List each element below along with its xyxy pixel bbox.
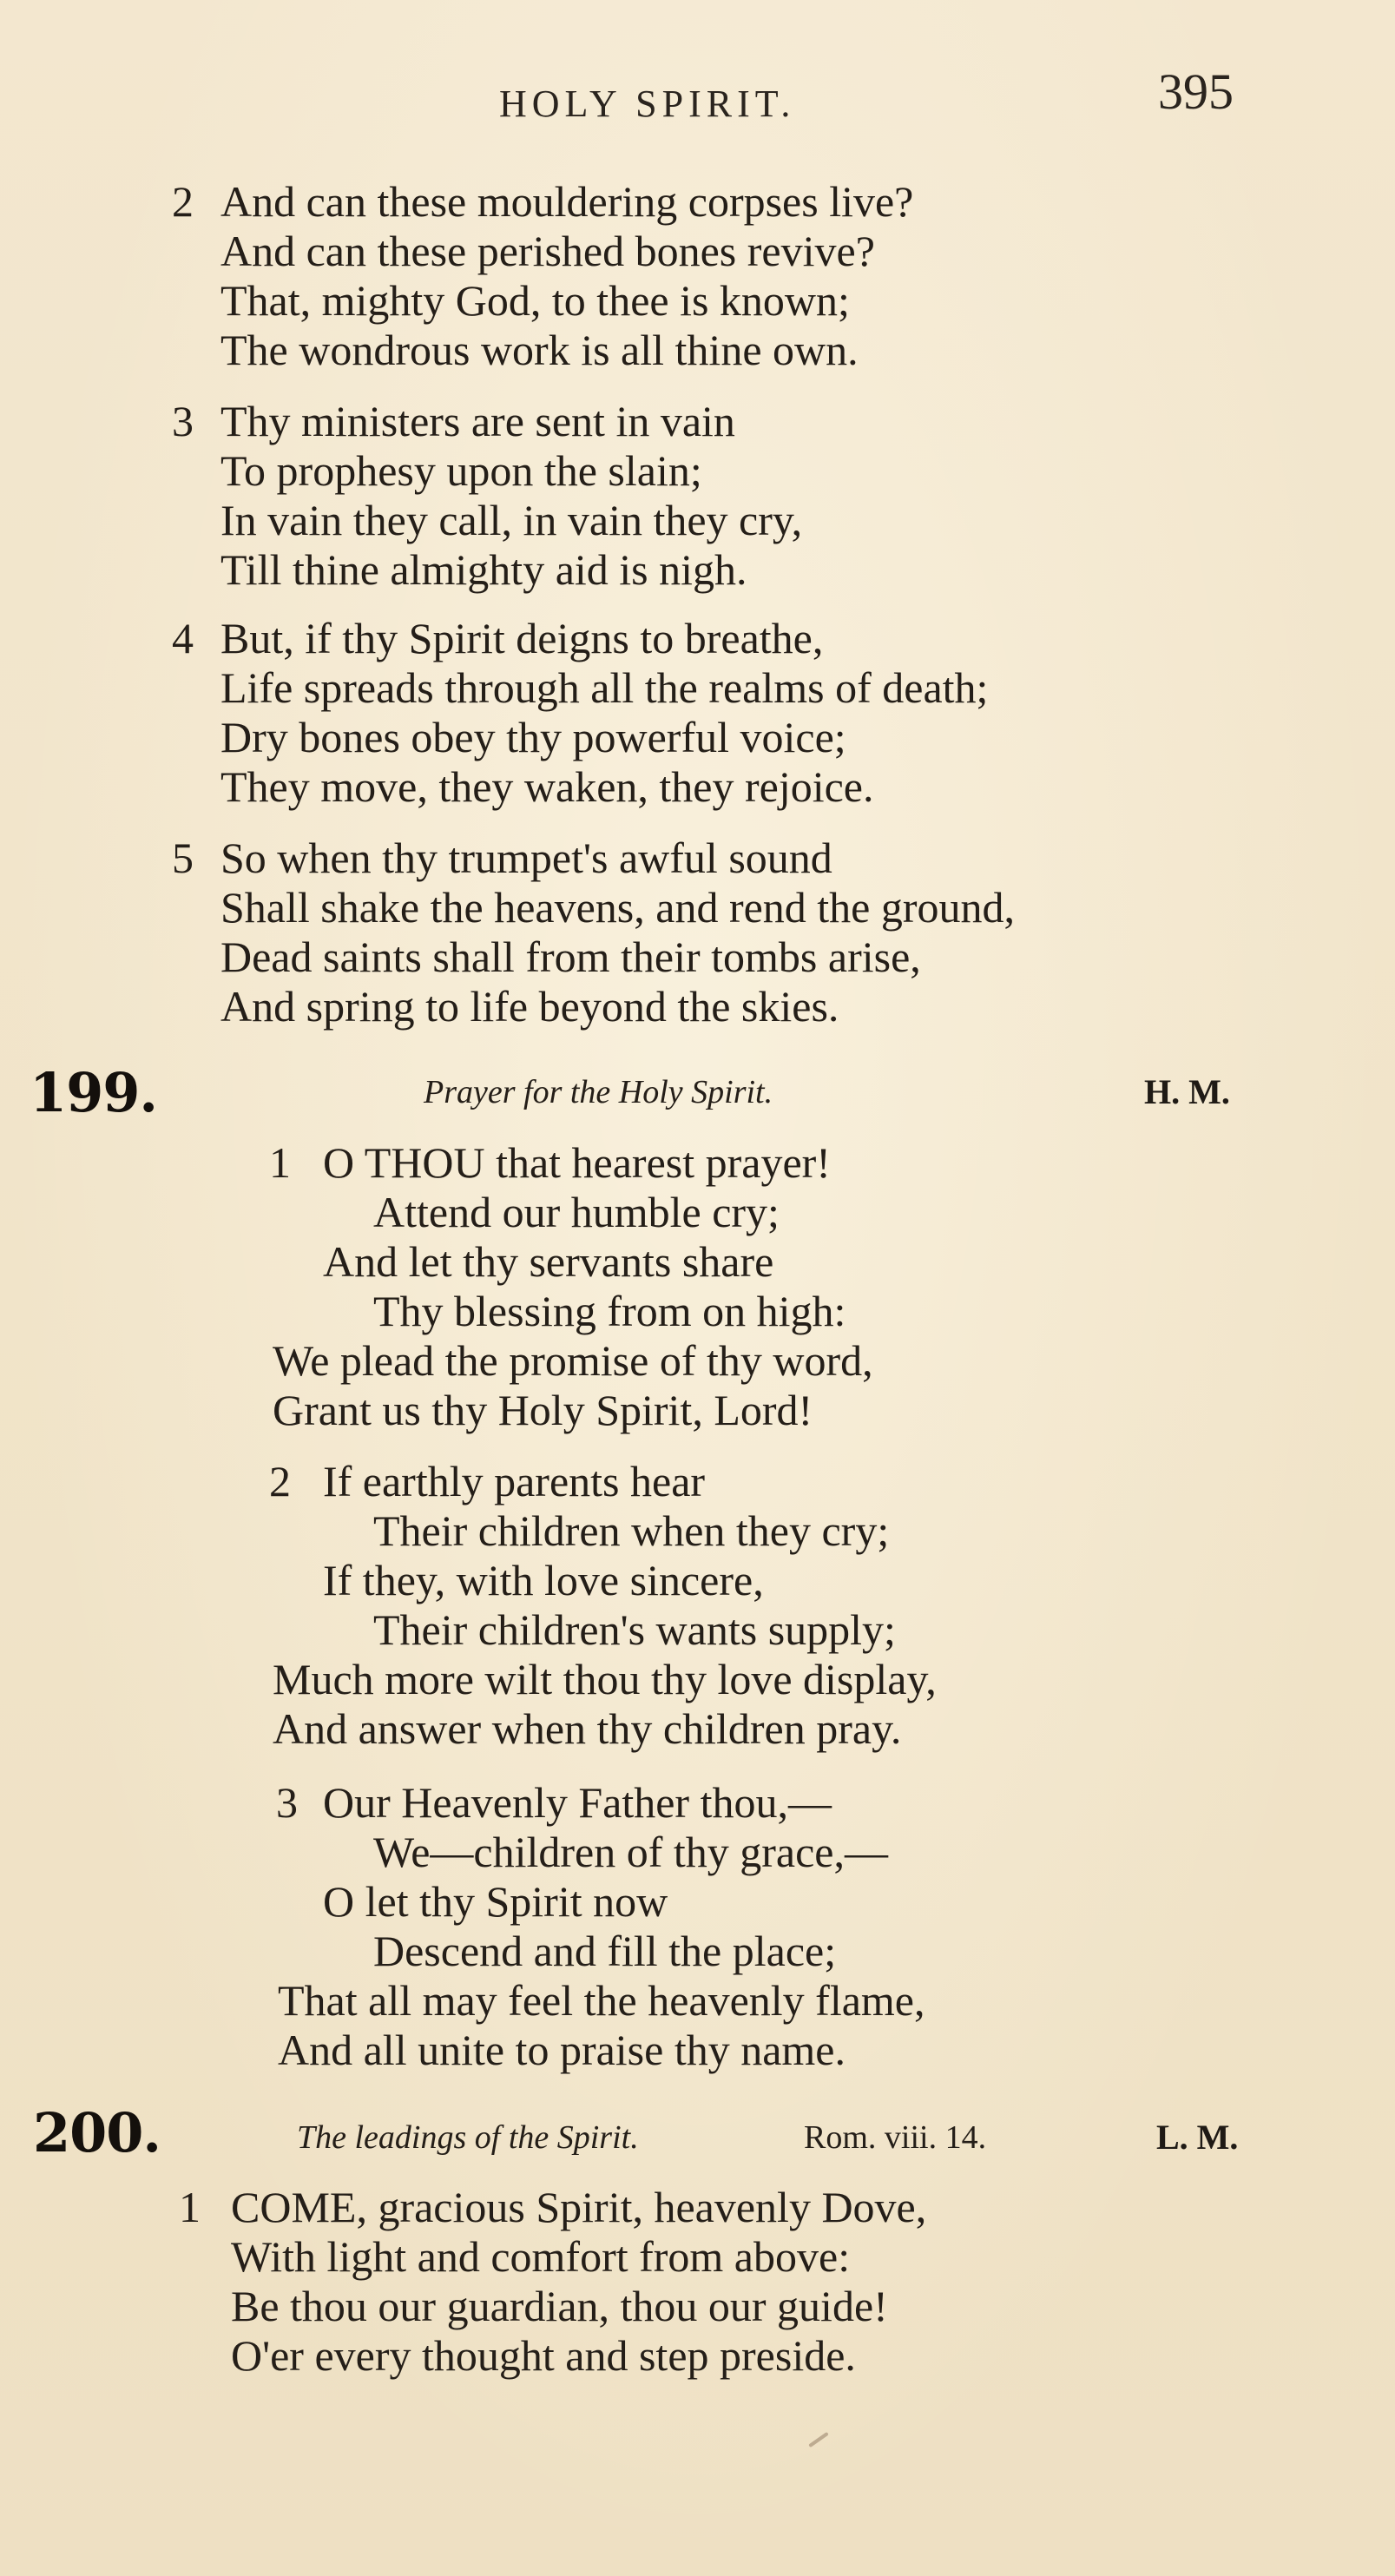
hymn-line: If earthly parents hear xyxy=(323,1457,706,1505)
verse-number: 4 xyxy=(172,614,194,662)
hymn-line: Life spreads through all the realms of death; xyxy=(220,663,989,712)
verse-number: 2 xyxy=(172,177,194,226)
hymn-title: Prayer for the Holy Spirit. xyxy=(424,1074,773,1110)
hymn-line: That all may feel the heavenly flame, xyxy=(278,1976,925,2025)
ink-smudge xyxy=(808,2432,829,2448)
hymn-line: Thy blessing from on high: xyxy=(373,1287,846,1335)
hymn-line: We—children of thy grace,— xyxy=(373,1828,888,1876)
hymn-line: That, mighty God, to thee is known; xyxy=(220,276,850,325)
hymn-line: O let thy Spirit now xyxy=(323,1877,668,1926)
hymn-line: Attend our humble cry; xyxy=(373,1188,780,1236)
hymn-line: And spring to life beyond the skies. xyxy=(220,982,839,1031)
page-number: 395 xyxy=(1158,63,1234,120)
hymn-meter: H. M. xyxy=(1144,1072,1230,1111)
hymn-line: And can these mouldering corpses live? xyxy=(220,177,914,226)
hymn-line: Much more wilt thou thy love display, xyxy=(273,1655,937,1703)
hymn-line: And all unite to praise thy name. xyxy=(278,2026,846,2074)
hymn-line: O'er every thought and step preside. xyxy=(231,2331,856,2380)
verse-number: 2 xyxy=(269,1457,291,1505)
hymn-line: Grant us thy Holy Spirit, Lord! xyxy=(273,1386,813,1434)
hymn-line: Dry bones obey thy powerful voice; xyxy=(220,713,846,761)
hymn-line: And can these perished bones revive? xyxy=(220,227,875,275)
verse-number: 3 xyxy=(276,1778,298,1827)
hymn-line: Descend and fill the place; xyxy=(373,1927,837,1975)
running-head: HOLY SPIRIT. xyxy=(499,82,796,125)
verse-number: 5 xyxy=(172,833,194,882)
hymn-line: Dead saints shall from their tombs arise, xyxy=(220,932,921,981)
hymn-line: And let thy servants share xyxy=(323,1237,774,1286)
hymn-line: Thy ministers are sent in vain xyxy=(220,397,735,445)
hymn-line: Their children's wants supply; xyxy=(373,1605,896,1654)
hymn-line: O THOU that hearest prayer! xyxy=(323,1138,831,1187)
scripture-reference: Rom. viii. 14. xyxy=(804,2119,987,2156)
hymn-number: 199. xyxy=(30,1061,158,1124)
hymn-line: With light and comfort from above: xyxy=(231,2232,851,2281)
hymn-line: And answer when thy children pray. xyxy=(273,1704,902,1753)
verse-number: 1 xyxy=(269,1138,291,1187)
hymn-line: COME, gracious Spirit, heavenly Dove, xyxy=(231,2183,927,2231)
hymn-line: So when thy trumpet's awful sound xyxy=(220,833,832,882)
hymn-meter: L. M. xyxy=(1156,2118,1239,2157)
hymn-line: If they, with love sincere, xyxy=(323,1556,764,1604)
hymn-line: To prophesy upon the slain; xyxy=(220,446,702,495)
hymn-line: Till thine almighty aid is nigh. xyxy=(220,545,747,594)
hymn-line: Be thou our guardian, thou our guide! xyxy=(231,2282,888,2330)
hymn-line: In vain they call, in vain they cry, xyxy=(220,496,803,544)
hymn-line: But, if thy Spirit deigns to breathe, xyxy=(220,614,824,662)
hymn-line: Our Heavenly Father thou,— xyxy=(323,1778,832,1827)
hymn-line: Their children when they cry; xyxy=(373,1506,890,1555)
hymn-title: The leadings of the Spirit. xyxy=(297,2119,639,2156)
hymn-line: Shall shake the heavens, and rend the ground, xyxy=(220,883,1016,932)
hymn-number: 200. xyxy=(33,2101,161,2164)
hymn-line: The wondrous work is all thine own. xyxy=(220,326,859,374)
verse-number: 1 xyxy=(179,2183,201,2231)
verse-number: 3 xyxy=(172,397,194,445)
hymn-line: They move, they waken, they rejoice. xyxy=(220,762,874,811)
hymn-line: We plead the promise of thy word, xyxy=(273,1336,873,1385)
